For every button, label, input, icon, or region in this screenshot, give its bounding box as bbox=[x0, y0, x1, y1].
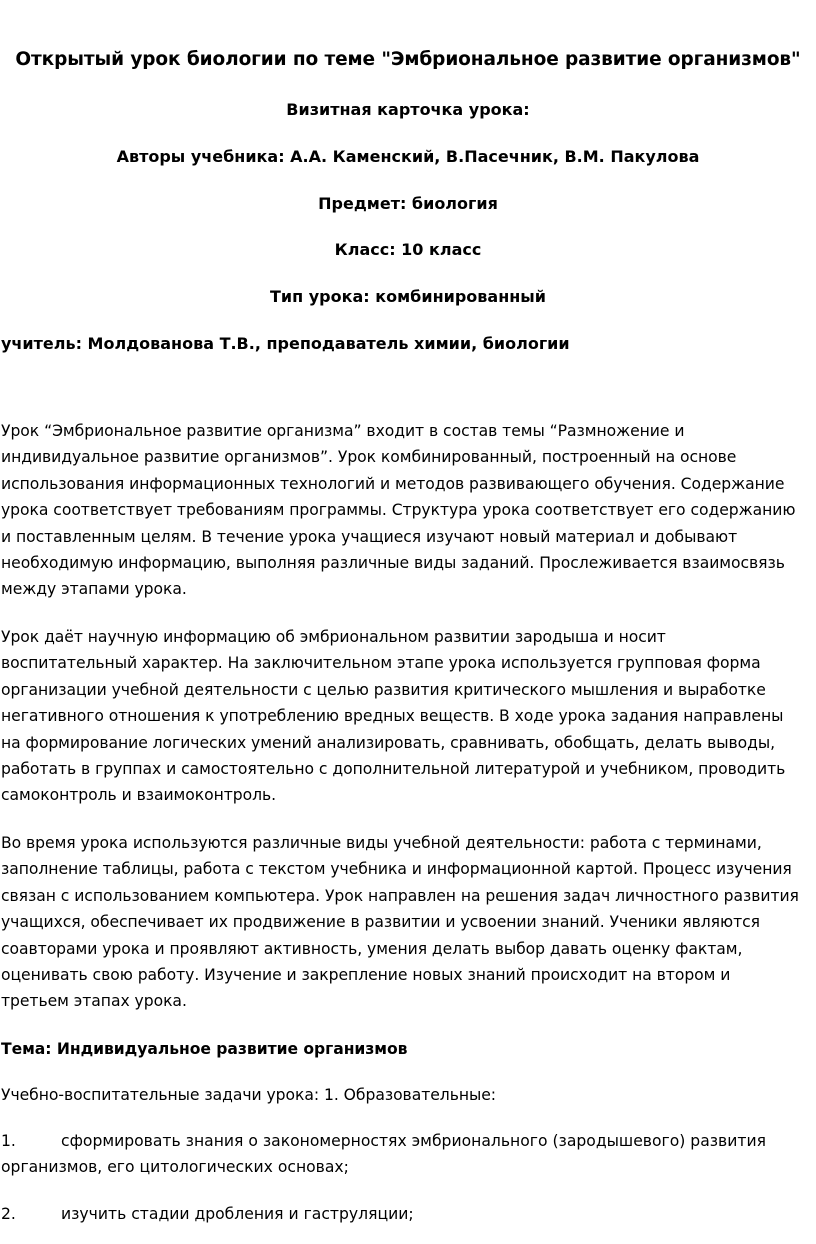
paragraph-content: Урок даёт научную информацию об эмбриональном развитии зародыша и носит воспитательный характер. На заключительном этапе урока используется групповая форма организации учебной деятельности с целью развития критического мышления и выработке негативного отношения к употреблению вредных веществ. В ходе урока задания направлены на формирование логических умений анализировать, сравнивать, обобщать, делать выводы, работать в группах и самостоятельно с дополнительной литературой и учебником, проводить самоконтроль и взаимоконтроль. bbox=[1, 628, 786, 805]
topic-heading: Тема: Индивидуальное развитие организмов bbox=[1, 1040, 408, 1058]
task-item-2 bbox=[1, 1201, 801, 1227]
paragraph-intro: Урок “Эмбриональное развитие организма” входит в состав темы “Размножение и индивидуальное развитие организмов”. Урок комбинированный, построенный на основе использования информационных технологий и методов развивающего обучения. Содержание урока соответствует требованиям программы. Структура урока соответствует его содержанию и поставленным целям. В течение урока учащиеся изучают новый материал и добывают необходимую информацию, выполняя различные виды заданий. Прослеживается взаимосвязь между этапами урока. bbox=[1, 422, 796, 599]
teacher-line: учитель: Молдованова Т.В., преподаватель химии, биологии bbox=[1, 334, 570, 353]
task-number: 1. bbox=[1, 1132, 16, 1150]
task-text: изучить стадии дробления и гаструляции; bbox=[61, 1205, 414, 1223]
task-number: 2. bbox=[1, 1205, 16, 1223]
task-item-1 bbox=[1, 1128, 801, 1181]
card-heading: Визитная карточка урока: bbox=[286, 100, 530, 119]
task-text: сформировать знания о закономерностях эмбрионального (зародышевого) развития организмов, его цитологических основах; bbox=[1, 1132, 766, 1177]
paragraph-activities: Во время урока используются различные виды учебной деятельности: работа с терминами, заполнение таблицы, работа с текстом учебника и информационной картой. Процесс изучения связан с использованием компьютера. Урок направлен на решения задач личностного развития учащихся, обеспечивает их продвижение в развитии и усвоении знаний. Ученики являются соавторами урока и проявляют активность, умения делать выбор давать оценку фактам, оценивать свою работу. Изучение и закрепление новых знаний происходит на втором и третьем этапах урока. bbox=[1, 834, 799, 1011]
card-subject: Предмет: биология bbox=[318, 194, 498, 213]
card-grade: Класс: 10 класс bbox=[334, 240, 482, 259]
document-title: Открытый урок биологии по теме "Эмбриональное развитие организмов" bbox=[15, 49, 801, 70]
card-authors: Авторы учебника: А.А. Каменский, В.Пасечник, В.М. Пакулова bbox=[116, 147, 700, 166]
tasks-intro: Учебно-воспитательные задачи урока: 1. Образовательные: bbox=[1, 1086, 496, 1104]
card-lesson-type: Тип урока: комбинированный bbox=[270, 287, 546, 306]
